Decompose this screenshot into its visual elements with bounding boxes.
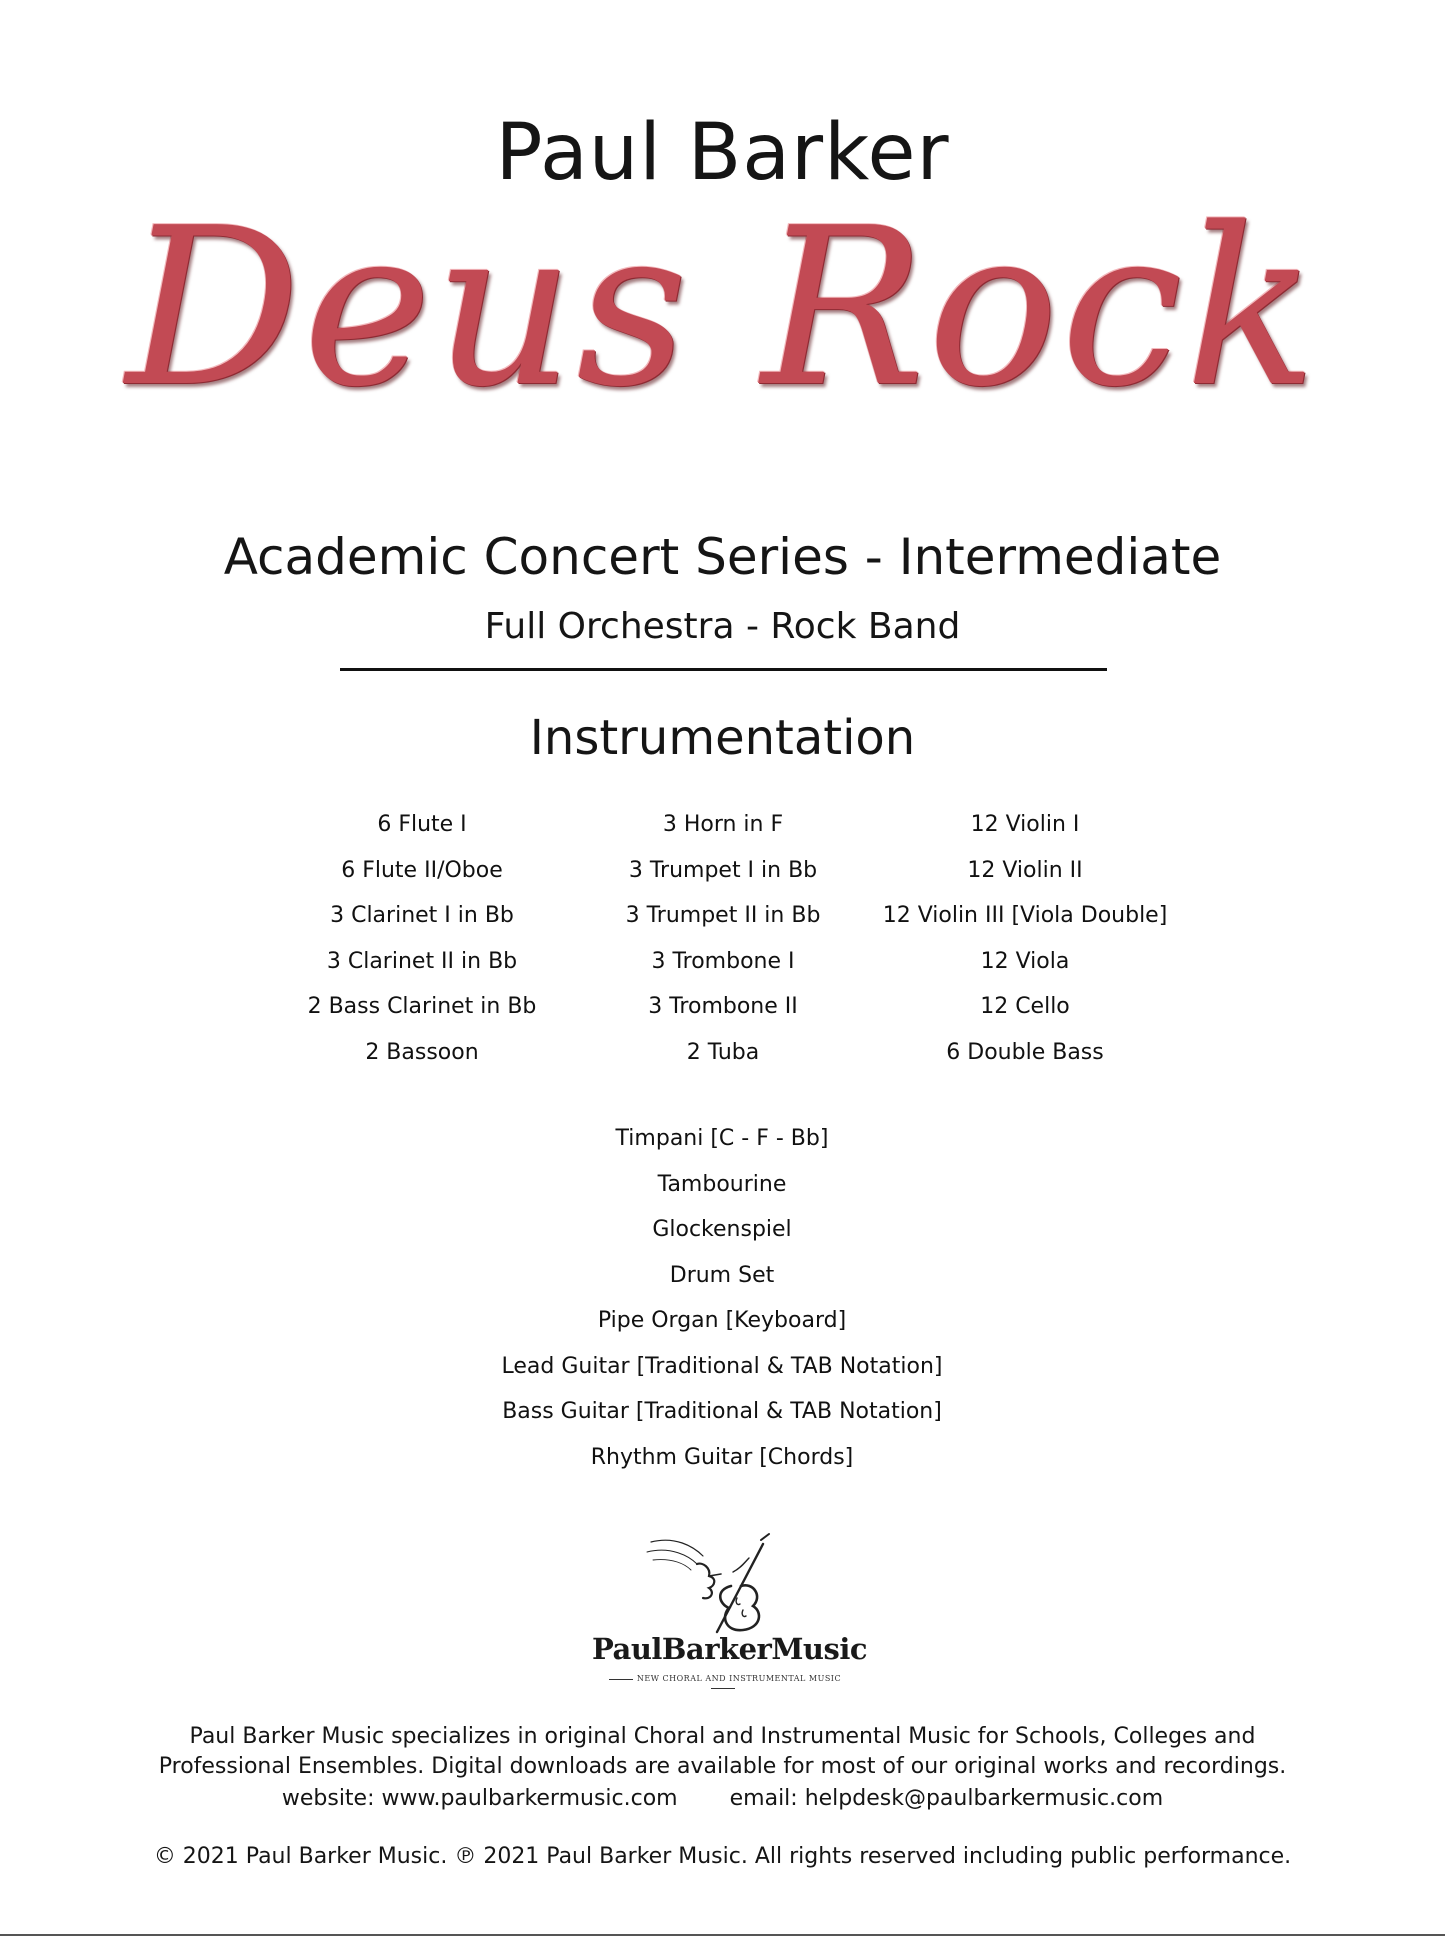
violin-face-icon [645,1532,801,1636]
percussion-band-list [422,1122,1022,1486]
instrument-item: 3 Trombone II [648,994,798,1019]
publisher-blurb [0,1722,1445,1782]
email-text: email: helpdesk@paulbarkermusic.com [729,1786,1164,1811]
instrument-item: 2 Tuba [686,1039,760,1065]
instrument-item: 12 Violin II [967,857,1083,883]
instrument-item: Pipe Organ [Keyboard] [597,1308,847,1333]
divider-rule [340,668,1107,671]
contact-line [0,1784,1445,1814]
blurb-line: Professional Ensembles. Digital downloads are available for most of our original works and recordings. [158,1754,1287,1779]
instrument-item: 3 Trombone I [651,948,795,974]
instrumentation-heading: Instrumentation [529,710,916,766]
ensemble-subheading: Full Orchestra - Rock Band [484,606,961,647]
instrument-item: 3 Horn in F [662,812,784,837]
composer-name: Paul Barker [495,108,950,198]
instrument-item: 6 Flute II/Oboe [341,857,503,883]
instrument-item: Timpani [C - F - Bb] [615,1126,829,1151]
instrument-item: 3 Trumpet II in Bb [625,903,821,928]
copyright-notice: © 2021 Paul Barker Music. ℗ 2021 Paul Barker Music. All rights reserved including public performance. [153,1844,1292,1869]
instrument-item: 12 Violin I [970,812,1080,837]
strings-column [845,808,1205,1081]
instrument-item: 12 Violin III [Viola Double] [882,903,1168,928]
instrument-item: 12 Cello [980,994,1070,1019]
instrument-item: Glockenspiel [652,1217,792,1242]
instrument-item: Rhythm Guitar [Chords] [590,1444,854,1470]
blurb-line: Paul Barker Music specializes in original Choral and Instrumental Music for Schools, Colleges and [189,1724,1256,1749]
instrument-item: Tambourine [657,1171,787,1197]
series-heading: Academic Concert Series - Intermediate [223,528,1222,586]
instrument-item: Drum Set [669,1262,775,1288]
instrument-item: 6 Double Bass [946,1039,1104,1065]
website-text: website: www.paulbarkermusic.com [281,1786,678,1811]
piece-title: Deus Rock [126,182,1319,435]
instrument-item: Lead Guitar [Traditional & TAB Notation] [501,1353,943,1379]
instrument-item: Bass Guitar [Traditional & TAB Notation] [502,1399,942,1424]
publisher-logo-tagline: NEW CHORAL AND INSTRUMENTAL MUSIC [592,1674,854,1692]
instrument-item: 3 Clarinet II in Bb [326,948,518,974]
instrument-item: 3 Clarinet I in Bb [330,903,514,928]
page-bottom-border [0,1934,1445,1936]
instrument-item: 2 Bass Clarinet in Bb [307,994,537,1019]
instrument-item: 12 Viola [980,948,1070,974]
publisher-logo [592,1532,868,1687]
instrument-item: 6 Flute I [377,812,467,837]
instrument-item: 2 Bassoon [365,1039,479,1065]
publisher-logo-name: PaulBarkerMusic [592,1632,868,1666]
instrument-item: 3 Trumpet I in Bb [628,857,818,883]
